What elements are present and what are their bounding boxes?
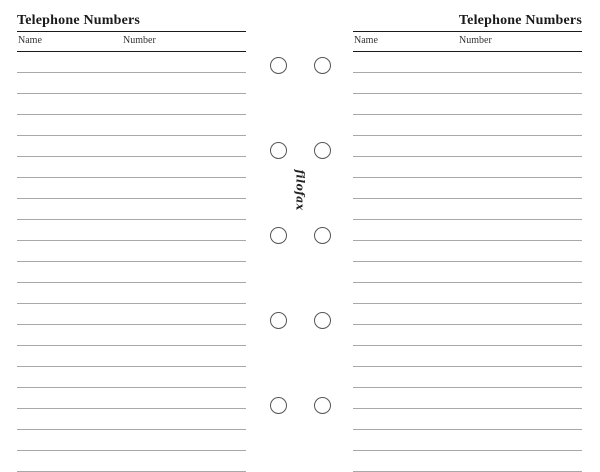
entry-line: [353, 261, 582, 262]
entry-line: [17, 198, 246, 199]
title-rule: [17, 31, 246, 32]
entry-line: [17, 450, 246, 451]
entry-line: [353, 135, 582, 136]
number-column-header: Number: [123, 35, 156, 46]
ring-hole-icon: [314, 57, 331, 74]
entry-line: [353, 114, 582, 115]
entry-line: [17, 303, 246, 304]
entry-line: [17, 72, 246, 73]
number-column-header: Number: [459, 35, 492, 46]
entry-line: [353, 324, 582, 325]
entry-line: [17, 324, 246, 325]
entry-line: [17, 282, 246, 283]
entry-line: [353, 429, 582, 430]
name-column-header: Name: [354, 35, 378, 46]
entry-line: [353, 177, 582, 178]
right-page: [353, 0, 582, 471]
entry-line: [353, 219, 582, 220]
brand-logo: filofax: [293, 169, 307, 211]
header-rule: [17, 51, 246, 52]
entry-line: [17, 114, 246, 115]
entry-line: [353, 240, 582, 241]
entry-line: [353, 408, 582, 409]
left-page: [17, 0, 246, 471]
entry-line: [353, 345, 582, 346]
entry-line: [353, 303, 582, 304]
ring-hole-icon: [270, 397, 287, 414]
ring-hole-icon: [270, 227, 287, 244]
entry-line: [17, 345, 246, 346]
entry-line: [17, 240, 246, 241]
entry-line: [353, 387, 582, 388]
ring-hole-icon: [270, 312, 287, 329]
entry-line: [17, 219, 246, 220]
ring-hole-icon: [314, 312, 331, 329]
entry-line: [353, 156, 582, 157]
name-column-header: Name: [18, 35, 42, 46]
entry-line: [353, 450, 582, 451]
entry-line: [353, 93, 582, 94]
entry-line: [17, 387, 246, 388]
entry-line: [353, 198, 582, 199]
title-rule: [353, 31, 582, 32]
entry-line: [353, 282, 582, 283]
entry-line: [17, 261, 246, 262]
entry-line: [353, 366, 582, 367]
entry-line: [17, 135, 246, 136]
header-rule: [353, 51, 582, 52]
entry-line: [17, 408, 246, 409]
ring-hole-icon: [314, 397, 331, 414]
entry-line: [17, 156, 246, 157]
ring-hole-icon: [270, 57, 287, 74]
ring-hole-icon: [314, 227, 331, 244]
ring-hole-icon: [270, 142, 287, 159]
entry-line: [17, 366, 246, 367]
entry-line: [17, 429, 246, 430]
entry-line: [353, 72, 582, 73]
entry-line: [17, 93, 246, 94]
ring-hole-icon: [314, 142, 331, 159]
entry-line: [17, 177, 246, 178]
page-title: Telephone Numbers: [17, 13, 141, 28]
page-title: Telephone Numbers: [458, 13, 582, 28]
